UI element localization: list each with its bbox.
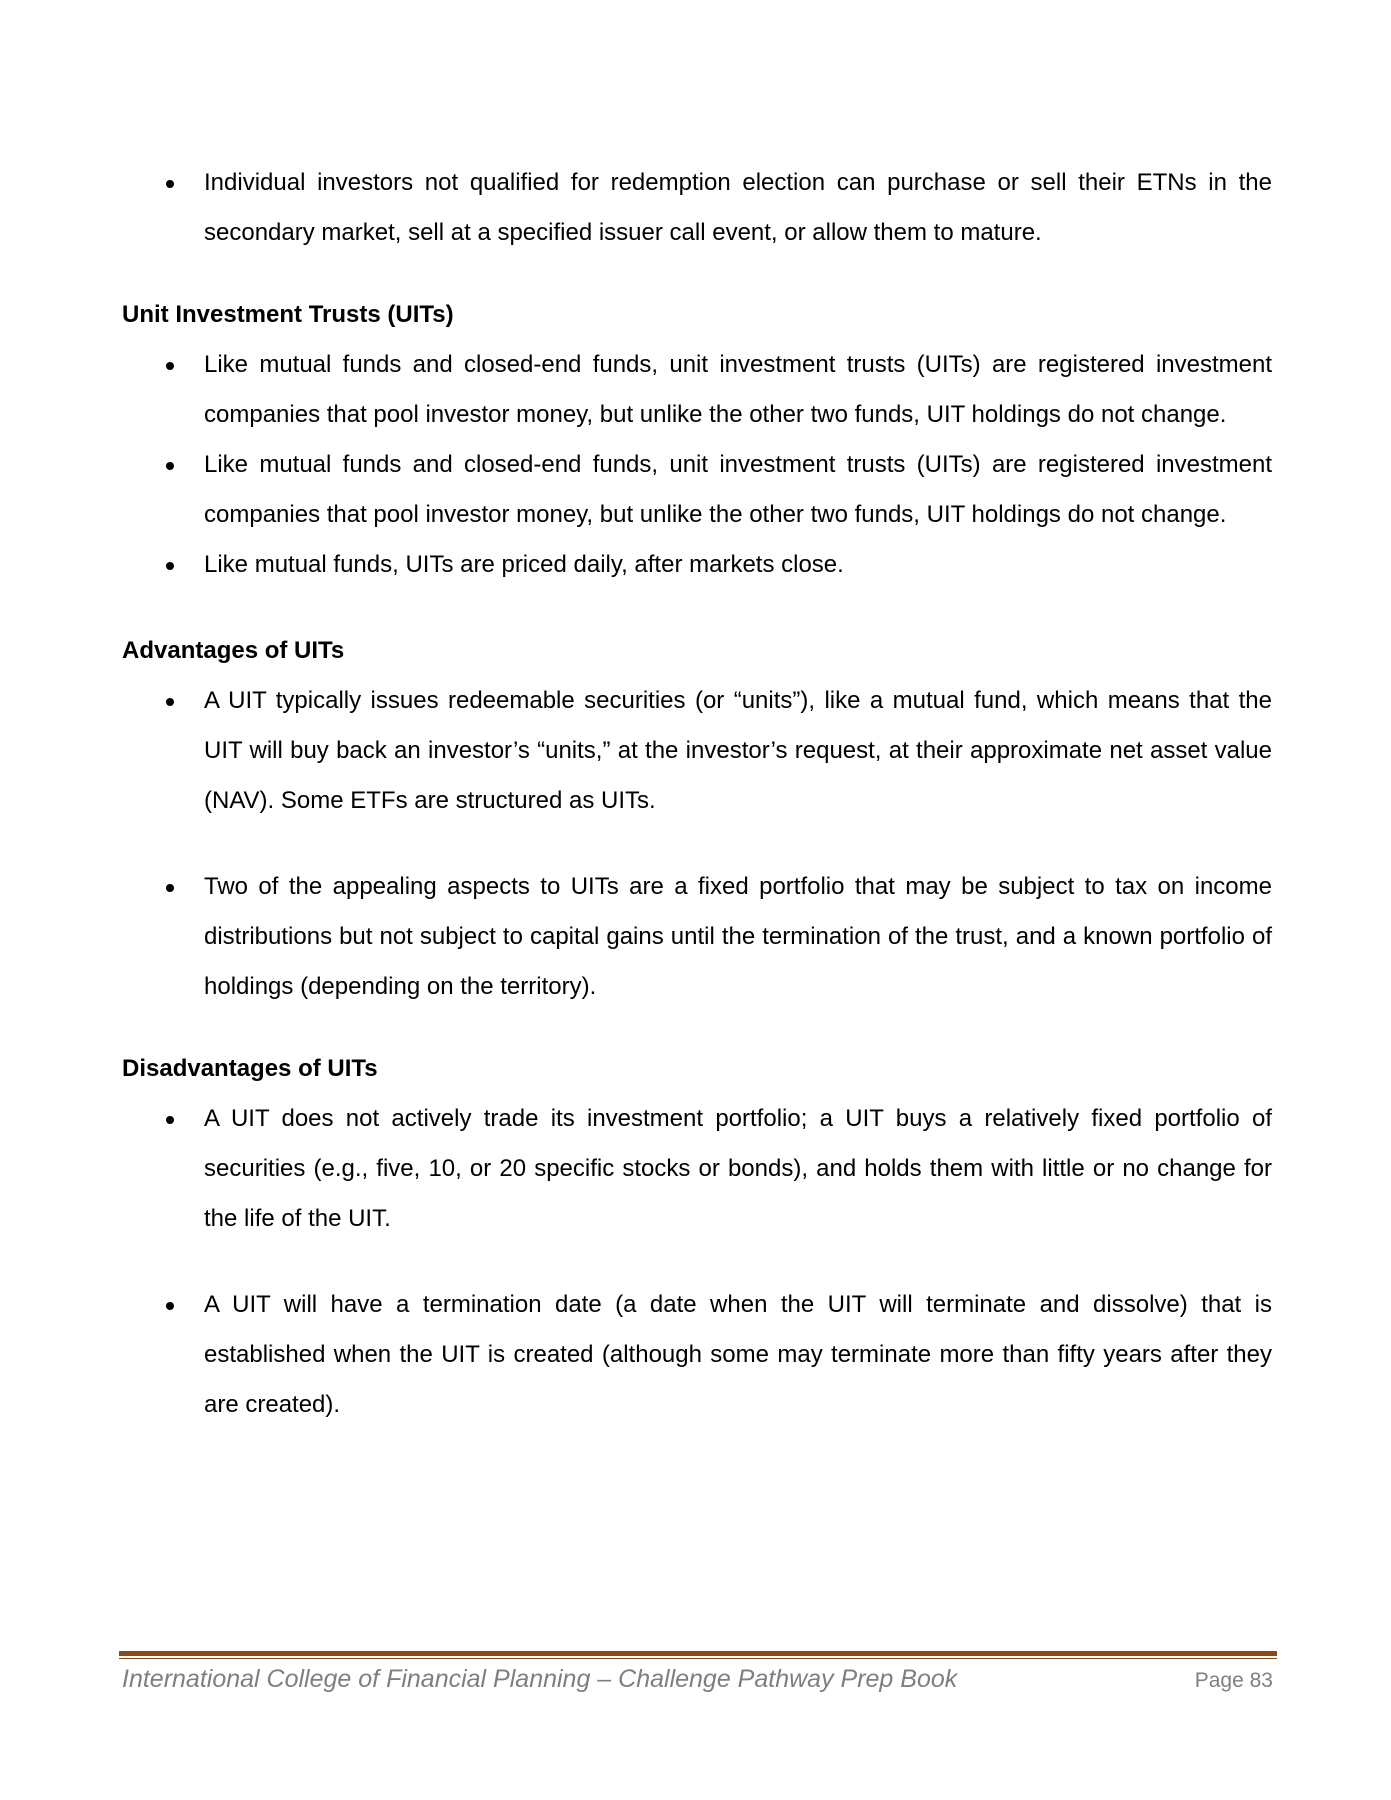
footer-rule-thin bbox=[119, 1658, 1277, 1659]
list-item bbox=[122, 1094, 1272, 1244]
bullet-icon bbox=[166, 1302, 174, 1310]
list-item bbox=[122, 1280, 1272, 1430]
list-item bbox=[122, 676, 1272, 826]
disadvantages-bullet-list bbox=[122, 1094, 1272, 1430]
list-item bbox=[122, 440, 1272, 540]
bullet-icon bbox=[166, 362, 174, 370]
advantages-bullet-list bbox=[122, 676, 1272, 1012]
page-number: Page 83 bbox=[1194, 1669, 1273, 1692]
footer-rule bbox=[119, 1651, 1277, 1656]
section-heading-disadvantages: Disadvantages of UITs bbox=[122, 1055, 378, 1082]
bullet-text: Two of the appealing aspects to UITs are a fixed portfolio that may be subject to tax on income distributions but not subject to capital gains until the termination of the trust, and a known portfolio of holdings (depending on the territory). bbox=[204, 873, 1272, 1000]
bullet-text: Individual investors not qualified for redemption election can purchase or sell their ETNs in the secondary market, sell at a specified issuer call event, or allow them to mature. bbox=[204, 169, 1272, 246]
bullet-text: Like mutual funds and closed-end funds, unit investment trusts (UITs) are registered investment companies that pool investor money, but unlike the other two funds, UIT holdings do not change. bbox=[204, 351, 1272, 428]
bullet-text: A UIT does not actively trade its investment portfolio; a UIT buys a relatively fixed portfolio of securities (e.g., five, 10, or 20 specific stocks or bonds), and holds them with little or no change for the life of the UIT. bbox=[204, 1105, 1272, 1232]
list-item bbox=[122, 862, 1272, 1012]
section-heading-uits: Unit Investment Trusts (UITs) bbox=[122, 301, 454, 328]
bullet-text: A UIT typically issues redeemable securities (or “units”), like a mutual fund, which means that the UIT will buy back an investor’s “units,” at the investor’s request, at their approximate net asset value (NAV). Some ETFs are structured as UITs. bbox=[204, 687, 1272, 814]
bullet-icon bbox=[166, 884, 174, 892]
list-item bbox=[122, 340, 1272, 440]
bullet-text: Like mutual funds, UITs are priced daily, after markets close. bbox=[204, 551, 844, 578]
list-item bbox=[122, 540, 1272, 590]
bullet-icon bbox=[166, 562, 174, 570]
intro-bullet-list bbox=[122, 158, 1272, 258]
bullet-text: Like mutual funds and closed-end funds, unit investment trusts (UITs) are registered investment companies that pool investor money, but unlike the other two funds, UIT holdings do not change. bbox=[204, 451, 1272, 528]
bullet-icon bbox=[166, 1116, 174, 1124]
bullet-icon bbox=[166, 462, 174, 470]
section-heading-advantages: Advantages of UITs bbox=[122, 637, 345, 664]
footer-title: International College of Financial Planning – Challenge Pathway Prep Book bbox=[122, 1665, 958, 1693]
list-item bbox=[122, 158, 1272, 258]
bullet-icon bbox=[166, 698, 174, 706]
uits-bullet-list bbox=[122, 340, 1272, 590]
bullet-text: A UIT will have a termination date (a date when the UIT will terminate and dissolve) that is established when the UIT is created (although some may terminate more than fifty years after they are created). bbox=[204, 1291, 1272, 1418]
page-content bbox=[122, 158, 1272, 1430]
bullet-icon bbox=[166, 180, 174, 188]
